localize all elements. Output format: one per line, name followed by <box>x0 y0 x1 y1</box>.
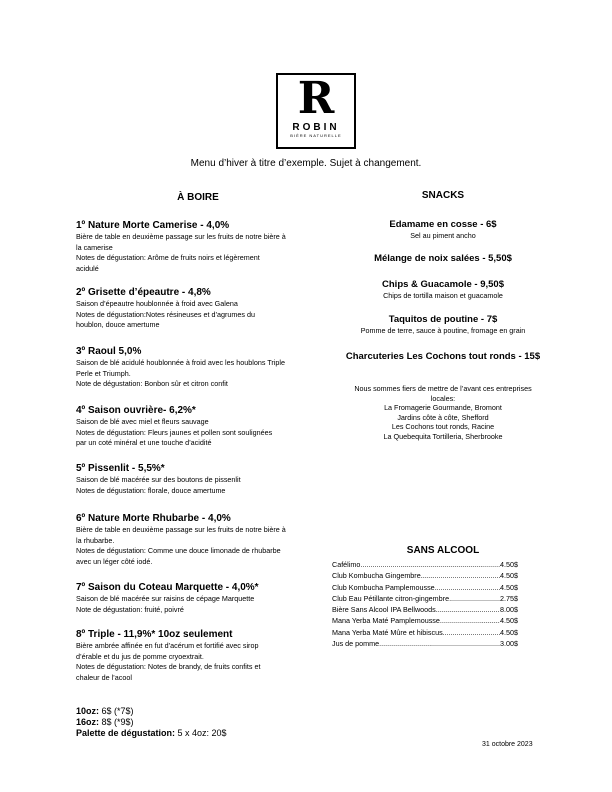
drink-row <box>332 582 518 593</box>
format-value: 8$ (*9$) <box>99 717 134 727</box>
snack-item <box>330 350 556 363</box>
beer-title: 5º Pissenlit - 5,5%* <box>76 463 165 474</box>
beer-desc-line: d’érable et du jus de pomme cryoextrait. <box>76 651 204 661</box>
beer-desc-line: Note de dégustation: fruité, poivré <box>76 604 184 614</box>
format-prices <box>76 706 227 739</box>
beer-desc-line: chaleur de l’acool <box>76 672 132 682</box>
beer-desc-line: acidulé <box>76 263 99 273</box>
beer-item <box>76 462 320 496</box>
beer-item <box>76 345 320 390</box>
drink-name: Club Eau Pétillante citron-gingembre <box>332 593 450 603</box>
beer-desc-line: Bière de table en deuxième passage sur les fruits de notre bière à <box>76 525 286 534</box>
beer-item <box>76 404 320 449</box>
beer-desc-line: Notes de dégustation: Arôme de fruits noirs et légèrement <box>76 253 260 262</box>
beer-item <box>76 628 320 683</box>
beer-desc-line: Saison de blé macérée sur raisins de cépage Marquette <box>76 594 255 603</box>
snack-desc: Chips de tortilla maison et guacamole <box>383 291 503 300</box>
beer-desc-line: Perle et Triumph. <box>76 368 131 378</box>
beer-desc-line: Notes de dégustation: Notes de brandy, de fruits confits et <box>76 662 261 671</box>
drink-price: 4.50$ <box>500 560 518 569</box>
partners-line: Nous sommes fiers de mettre de l’avant ces entreprises <box>354 384 532 393</box>
drink-price: 8.00$ <box>500 605 518 615</box>
partners-line: La Quebequita Tortilleria, Sherbrooke <box>383 431 503 441</box>
drink-price: 4.50$ <box>500 616 518 626</box>
beer-desc-line: la rhubarbe. <box>76 535 115 545</box>
logo-letter: R <box>297 73 335 124</box>
format-row <box>76 717 227 728</box>
beer-title: 1º Nature Morte Camerise - 4,0% <box>76 220 230 231</box>
format-label: 10oz: <box>76 706 100 716</box>
beer-title: 4º Saison ouvrière- 6,2%* <box>76 405 196 416</box>
logo-brand: ROBIN <box>292 122 340 133</box>
drink-name: Mana Yerba Maté Pamplemousse <box>332 616 440 626</box>
beer-desc-line: Saison d’épeautre houblonnée à froid avec Galena <box>76 299 238 308</box>
format-label: Palette de dégustation: <box>76 728 176 738</box>
snack-title: Chips & Guacamole - 9,50$ <box>382 279 504 290</box>
snack-title: Taquitos de poutine - 7$ <box>388 314 498 325</box>
snacks-heading: SNACKS <box>421 190 465 201</box>
partners-line: La Fromagerie Gourmande, Bromont <box>384 403 502 412</box>
snack-item <box>330 313 556 336</box>
drink-row <box>332 593 518 604</box>
drink-name: Cafélimo <box>332 560 361 569</box>
beer-title: 6º Nature Morte Rhubarbe - 4,0% <box>76 513 231 524</box>
partners-line: Les Cochons tout ronds, Racine <box>391 422 495 431</box>
beer-item <box>76 219 320 274</box>
drink-price: 4.50$ <box>500 571 518 581</box>
format-value: 5 x 4oz: 20$ <box>175 728 227 738</box>
beer-title: 7º Saison du Coteau Marquette - 4,0%* <box>76 582 259 593</box>
beer-item <box>76 581 320 615</box>
beer-desc-line: Bière de table en deuxième passage sur les fruits de notre bière à <box>76 232 286 241</box>
beer-title: 8º Triple - 11,9%* 10oz seulement <box>76 629 233 640</box>
snack-title: Mélange de noix salées - 5,50$ <box>374 253 512 264</box>
drink-price: 3.00$ <box>500 639 518 649</box>
snack-title: Charcuteries Les Cochons tout ronds - 15$ <box>345 351 541 362</box>
sans-alcool-heading: SANS ALCOOL <box>406 545 480 556</box>
beer-desc-line: par un coté minéral et une touche d’acidité <box>76 438 212 447</box>
drink-row <box>332 638 518 649</box>
beer-item <box>76 286 320 331</box>
drink-name: Mana Yerba Maté Mûre et hibiscus <box>332 627 443 637</box>
beer-desc-line: Bière ambrée affinée en fut d’acérum et fortifié avec sirop <box>76 641 259 650</box>
drink-row <box>332 615 518 626</box>
beer-desc-line: Saison de blé avec miel et fleurs sauvage <box>76 417 209 426</box>
drink-name: Club Kombucha Pamplemousse <box>332 582 435 592</box>
beer-desc-line: houblon, douce amertume <box>76 320 160 329</box>
drink-name: Club Kombucha Gingembre <box>332 571 421 581</box>
beer-item <box>76 512 320 567</box>
drink-price: 4.50$ <box>500 627 518 637</box>
beer-desc-line: avec un léger côté iodé. <box>76 556 153 566</box>
beer-title: 3º Raoul 5,0% <box>76 346 142 357</box>
snack-item <box>330 278 556 301</box>
drink-row <box>332 604 518 615</box>
beer-desc-line: Note de dégustation: Bonbon sûr et citron confit <box>76 379 228 388</box>
intro-text: Menu d’hiver à titre d’exemple. Sujet à changement. <box>190 158 422 169</box>
drink-price: 2.75$ <box>500 593 518 603</box>
menu-date: 31 octobre 2023 <box>482 741 533 748</box>
snack-item <box>330 252 556 265</box>
format-label: 16oz: <box>76 717 100 727</box>
beer-desc-line: Notes de dégustation:Notes résineuses et d’agrumes du <box>76 309 255 319</box>
format-row <box>76 728 227 739</box>
drink-name: Jus de pomme <box>332 639 380 649</box>
drink-price: 4.50$ <box>500 582 518 592</box>
snack-desc: Sel au piment ancho <box>410 231 476 240</box>
beer-desc-line: Notes de dégustation: Fleurs jaunes et pollen sont soulignées <box>76 427 273 437</box>
partners-line: locales: <box>430 393 456 403</box>
drink-name: Bière Sans Alcool IPA Bellwoods <box>332 605 436 615</box>
beer-desc-line: Saison de blé acidulé houblonnée à froid avec les houblons Triple <box>76 358 285 367</box>
drink-row <box>332 559 518 570</box>
snack-item <box>330 218 556 241</box>
boire-heading: À BOIRE <box>177 192 219 203</box>
logo-tagline: BIÈRE NATURELLE <box>290 133 342 138</box>
snack-desc: Pomme de terre, sauce à poutine, fromage en grain <box>360 326 526 335</box>
beer-desc-line: la camerise <box>76 242 113 252</box>
drink-row <box>332 627 518 638</box>
format-row <box>76 706 227 717</box>
beer-title: 2º Grisette d’épeautre - 4,8% <box>76 287 211 298</box>
beer-desc-line: Notes de dégustation: florale, douce amertume <box>76 485 226 495</box>
sans-alcool-list <box>332 559 518 649</box>
beer-desc-line: Notes de dégustation: Comme une douce limonade de rhubarbe <box>76 546 281 555</box>
partners-line: Jardins côte à côte, Shefford <box>397 412 489 422</box>
local-partners <box>330 384 556 441</box>
robin-logo <box>276 73 356 149</box>
beer-desc-line: Saison de blé macérée sur des boutons de pissenlit <box>76 475 241 484</box>
drink-row <box>332 570 518 581</box>
format-value: 6$ (*7$) <box>99 706 134 716</box>
snack-title: Edamame en cosse - 6$ <box>389 219 497 230</box>
